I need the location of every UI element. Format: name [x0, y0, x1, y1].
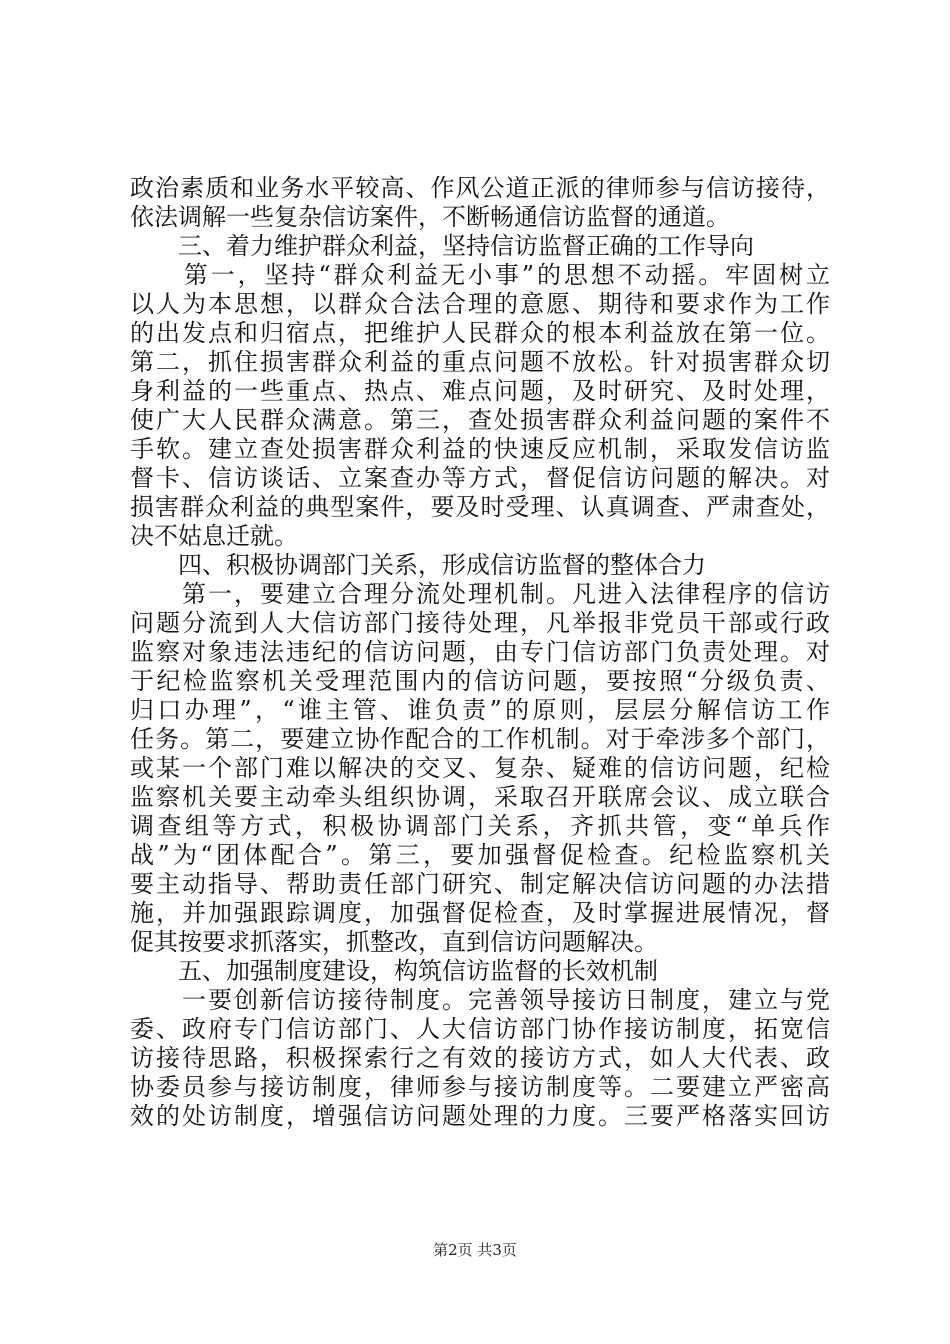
- page-footer: 第2页 共3页: [433, 1241, 517, 1259]
- paragraph-line: 任务。第二，要建立协作配合的工作机制。对于牵涉多个部门，: [130, 725, 830, 753]
- paragraph-line: 促其按要求抓落实，抓整改，直到信访问题解决。: [130, 928, 658, 956]
- paragraph-line: 一要创新信访接待制度。完善领导接访日制度，建立与党: [130, 986, 830, 1014]
- paragraph-line: 要主动指导、帮助责任部门研究、制定解决信访问题的办法措: [130, 870, 830, 898]
- paragraph-line: 身利益的一些重点、热点、难点问题，及时研究、及时处理，: [130, 377, 830, 405]
- paragraph-line: 以人为本思想，以群众合法合理的意愿、期待和要求作为工作: [130, 290, 830, 318]
- paragraph-line: 依法调解一些复杂信访案件，不断畅通信访监督的通道。: [130, 203, 730, 231]
- paragraph-line: 问题分流到人大信访部门接待处理，凡举报非党员干部或行政: [130, 609, 830, 637]
- paragraph-line: 委、政府专门信访部门、人大信访部门协作接访制度，拓宽信: [130, 1015, 830, 1043]
- paragraph-line: 战”为“团体配合”。第三，要加强督促检查。纪检监察机关: [130, 841, 830, 869]
- paragraph-line: 或某一个部门难以解决的交叉、复杂、疑难的信访问题，纪检: [130, 754, 830, 782]
- paragraph-line: 效的处访制度，增强信访问题处理的力度。三要严格落实回访: [130, 1102, 830, 1130]
- paragraph-line: 监察机关要主动牵头组织协调，采取召开联席会议、成立联合: [130, 783, 830, 811]
- paragraph-line: 归口办理”，“谁主管、谁负责”的原则，层层分解信访工作: [130, 696, 830, 724]
- paragraph-line: 第一，坚持“群众利益无小事”的思想不动摇。牢固树立: [130, 261, 830, 289]
- paragraph-line: 第二，抓住损害群众利益的重点问题不放松。针对损害群众切: [130, 348, 830, 376]
- paragraph-line: 施，并加强跟踪调度，加强督促检查，及时掌握进展情况，督: [130, 899, 830, 927]
- paragraph-line: 决不姑息迁就。: [130, 522, 298, 550]
- paragraph-line: 手软。建立查处损害群众利益的快速反应机制，采取发信访监: [130, 435, 830, 463]
- paragraph-line: 于纪检监察机关受理范围内的信访问题，要按照“分级负责、: [130, 667, 830, 695]
- section-heading-line: 四、积极协调部门关系，形成信访监督的整体合力: [130, 551, 706, 579]
- section-heading-line: 三、着力维护群众利益，坚持信访监督正确的工作导向: [130, 232, 754, 260]
- paragraph-line: 协委员参与接访制度，律师参与接访制度等。二要建立严密高: [130, 1073, 830, 1101]
- paragraph-line: 访接待思路，积极探索行之有效的接访方式，如人大代表、政: [130, 1044, 830, 1072]
- paragraph-line: 使广大人民群众满意。第三，查处损害群众利益问题的案件不: [130, 406, 830, 434]
- paragraph-line: 监察对象违法违纪的信访问题，由专门信访部门负责处理。对: [130, 638, 830, 666]
- paragraph-line: 督卡、信访谈话、立案查办等方式，督促信访问题的解决。对: [130, 464, 830, 492]
- section-heading-line: 五、加强制度建设，构筑信访监督的长效机制: [130, 957, 658, 985]
- paragraph-line: 损害群众利益的典型案件，要及时受理、认真调查、严肃查处，: [130, 493, 830, 521]
- paragraph-line: 调查组等方式，积极协调部门关系，齐抓共管，变“单兵作: [130, 812, 830, 840]
- paragraph-line: 政治素质和业务水平较高、作风公道正派的律师参与信访接待，: [130, 174, 830, 202]
- document-body: [130, 174, 830, 1131]
- paragraph-line: 的出发点和归宿点，把维护人民群众的根本利益放在第一位。: [130, 319, 830, 347]
- paragraph-line: 第一，要建立合理分流处理机制。凡进入法律程序的信访: [130, 580, 830, 608]
